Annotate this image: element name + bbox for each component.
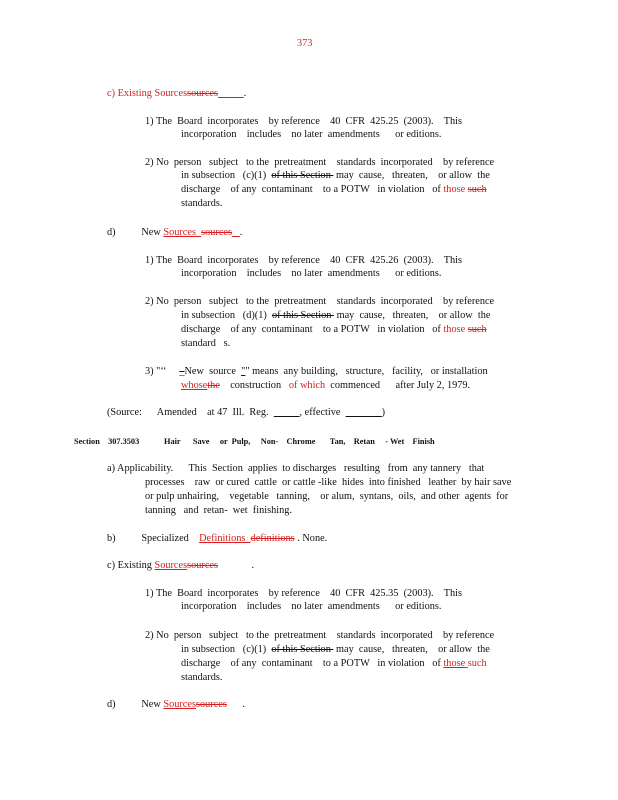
text: in subsection (c)(1) (181, 170, 272, 181)
deleted-text: of this Section (271, 170, 334, 181)
subsection-label: c) Existing (107, 560, 155, 571)
text: construction (219, 380, 289, 391)
text: may cause, threaten, or allow the (333, 170, 490, 181)
applicability-line1: a) Applicability. This Section applies to discharges resulting from any tannery that (107, 463, 485, 474)
subsection-d-heading (107, 227, 242, 239)
blank-line (274, 407, 300, 418)
deleted-text: of this Section (271, 644, 334, 655)
text: Specialized (141, 533, 200, 544)
subsection-b-heading (107, 533, 327, 545)
item-c1-2-line4: standards. (181, 198, 223, 209)
text: commenced after July 2, 1979. (325, 380, 471, 391)
inserted-text: those (443, 658, 466, 669)
deleted-text: of this Section (271, 310, 335, 321)
applicability-line2: processes raw or cured cattle or cattle -like hides into finished leather by hair save (145, 477, 512, 488)
quote-mark: " (241, 366, 246, 377)
item-c1-2-line2 (181, 170, 490, 182)
item-c2-2-line3 (181, 658, 487, 670)
section-number: Section 307.3503 (74, 437, 140, 446)
page-number: 373 (297, 38, 313, 49)
inserted-text: Sources (154, 560, 188, 571)
text: , effective (299, 407, 346, 418)
deleted-text: such (467, 324, 487, 335)
item-d1-3-line2 (181, 380, 470, 392)
item-c2-1-line2: incorporation includes no later amendments or editions. (181, 601, 442, 612)
subsection-d2-heading (107, 699, 245, 711)
item-d1-1-line2: incorporation includes no later amendments or editions. (181, 268, 442, 279)
deleted-text: such (467, 184, 487, 195)
deleted-text: the (207, 380, 220, 391)
inserted-text: of which (288, 380, 326, 391)
item-c2-1-line1: 1) The Board incorporates by reference 40 CFR 425.35 (2003). This (145, 588, 463, 599)
inserted-text: Sources (154, 88, 188, 99)
text: . None. (294, 533, 328, 544)
text: in subsection (d)(1) (181, 310, 272, 321)
deleted-text: sources (195, 699, 227, 710)
subsection-c2-heading (107, 560, 254, 572)
subsection-label: c) Existing (107, 88, 155, 99)
item-d1-1-line1: 1) The Board incorporates by reference 40 CFR 425.26 (2003). This (145, 255, 463, 266)
deleted-text: sources (201, 227, 233, 238)
period: . (239, 227, 243, 238)
section-title: Hair Save or Pulp, Non- Chrome Tan, Retan - Wet Finish (164, 437, 435, 446)
item-d1-2-line1: 2) No person subject to the pretreatment standards incorporated by reference (145, 296, 495, 307)
inserted-text: whose (181, 380, 208, 391)
subsection-label: d) (107, 699, 116, 710)
item-d1-3-line1 (145, 366, 488, 378)
deleted-text: sources (187, 88, 218, 99)
underline-blank (218, 88, 244, 99)
deleted-text: definitions (250, 533, 295, 544)
deleted-mark: _ (179, 366, 185, 377)
applicability-line4: tanning and retan- wet finishing. (145, 505, 292, 516)
text: (Source: Amended at 47 Ill. Reg. (107, 407, 274, 418)
item-c2-2-line2 (181, 644, 490, 656)
item-c1-1-line2: incorporation includes no later amendments or editions. (181, 129, 442, 140)
subsection-label: b) (107, 533, 116, 544)
inserted-text: Definitions (199, 533, 246, 544)
item-d1-2-line3 (181, 324, 487, 336)
text: " means any building, structure, facility, or installation (245, 366, 488, 377)
item-c1-2-line3 (181, 184, 487, 196)
deleted-text: sources (187, 560, 218, 571)
text: discharge of any contaminant to a POTW in violation of (181, 324, 444, 335)
subsection-c-heading (107, 88, 246, 100)
text: New (141, 699, 164, 710)
period: . (251, 560, 255, 571)
item-c1-1-line1: 1) The Board incorporates by reference 40 CFR 425.25 (2003). This (145, 116, 463, 127)
blank-line (346, 407, 382, 418)
text: New (141, 227, 164, 238)
applicability-line3: or pulp unhairing, vegetable tanning, or alum, syntans, oils, and other agents for (145, 491, 509, 502)
period: . (242, 699, 245, 710)
text: discharge of any contaminant to a POTW in violation of (181, 658, 444, 669)
text: ) (381, 407, 386, 418)
inserted-text: Sources (163, 227, 196, 238)
inserted-text: those (443, 184, 466, 195)
source-note (107, 407, 385, 419)
period: . (243, 88, 247, 99)
subsection-label: d) (107, 227, 116, 238)
item-c1-2-line1: 2) No person subject to the pretreatment standards incorporated by reference (145, 157, 495, 168)
deleted-text: such (467, 658, 487, 669)
text: New source (184, 366, 242, 377)
text: may cause, threaten, or allow the (334, 310, 491, 321)
inserted-text: Sources (163, 699, 196, 710)
inserted-text: those (443, 324, 466, 335)
item-c2-2-line1: 2) No person subject to the pretreatment standards incorporated by reference (145, 630, 495, 641)
item-c2-2-line4: standards. (181, 672, 223, 683)
item-d1-2-line2 (181, 310, 490, 322)
item-d1-2-line4: standard s. (181, 338, 231, 349)
text: in subsection (c)(1) (181, 644, 272, 655)
text: may cause, threaten, or allow the (333, 644, 490, 655)
text: 3) "‘‘ (145, 366, 180, 377)
text: discharge of any contaminant to a POTW in violation of (181, 184, 444, 195)
